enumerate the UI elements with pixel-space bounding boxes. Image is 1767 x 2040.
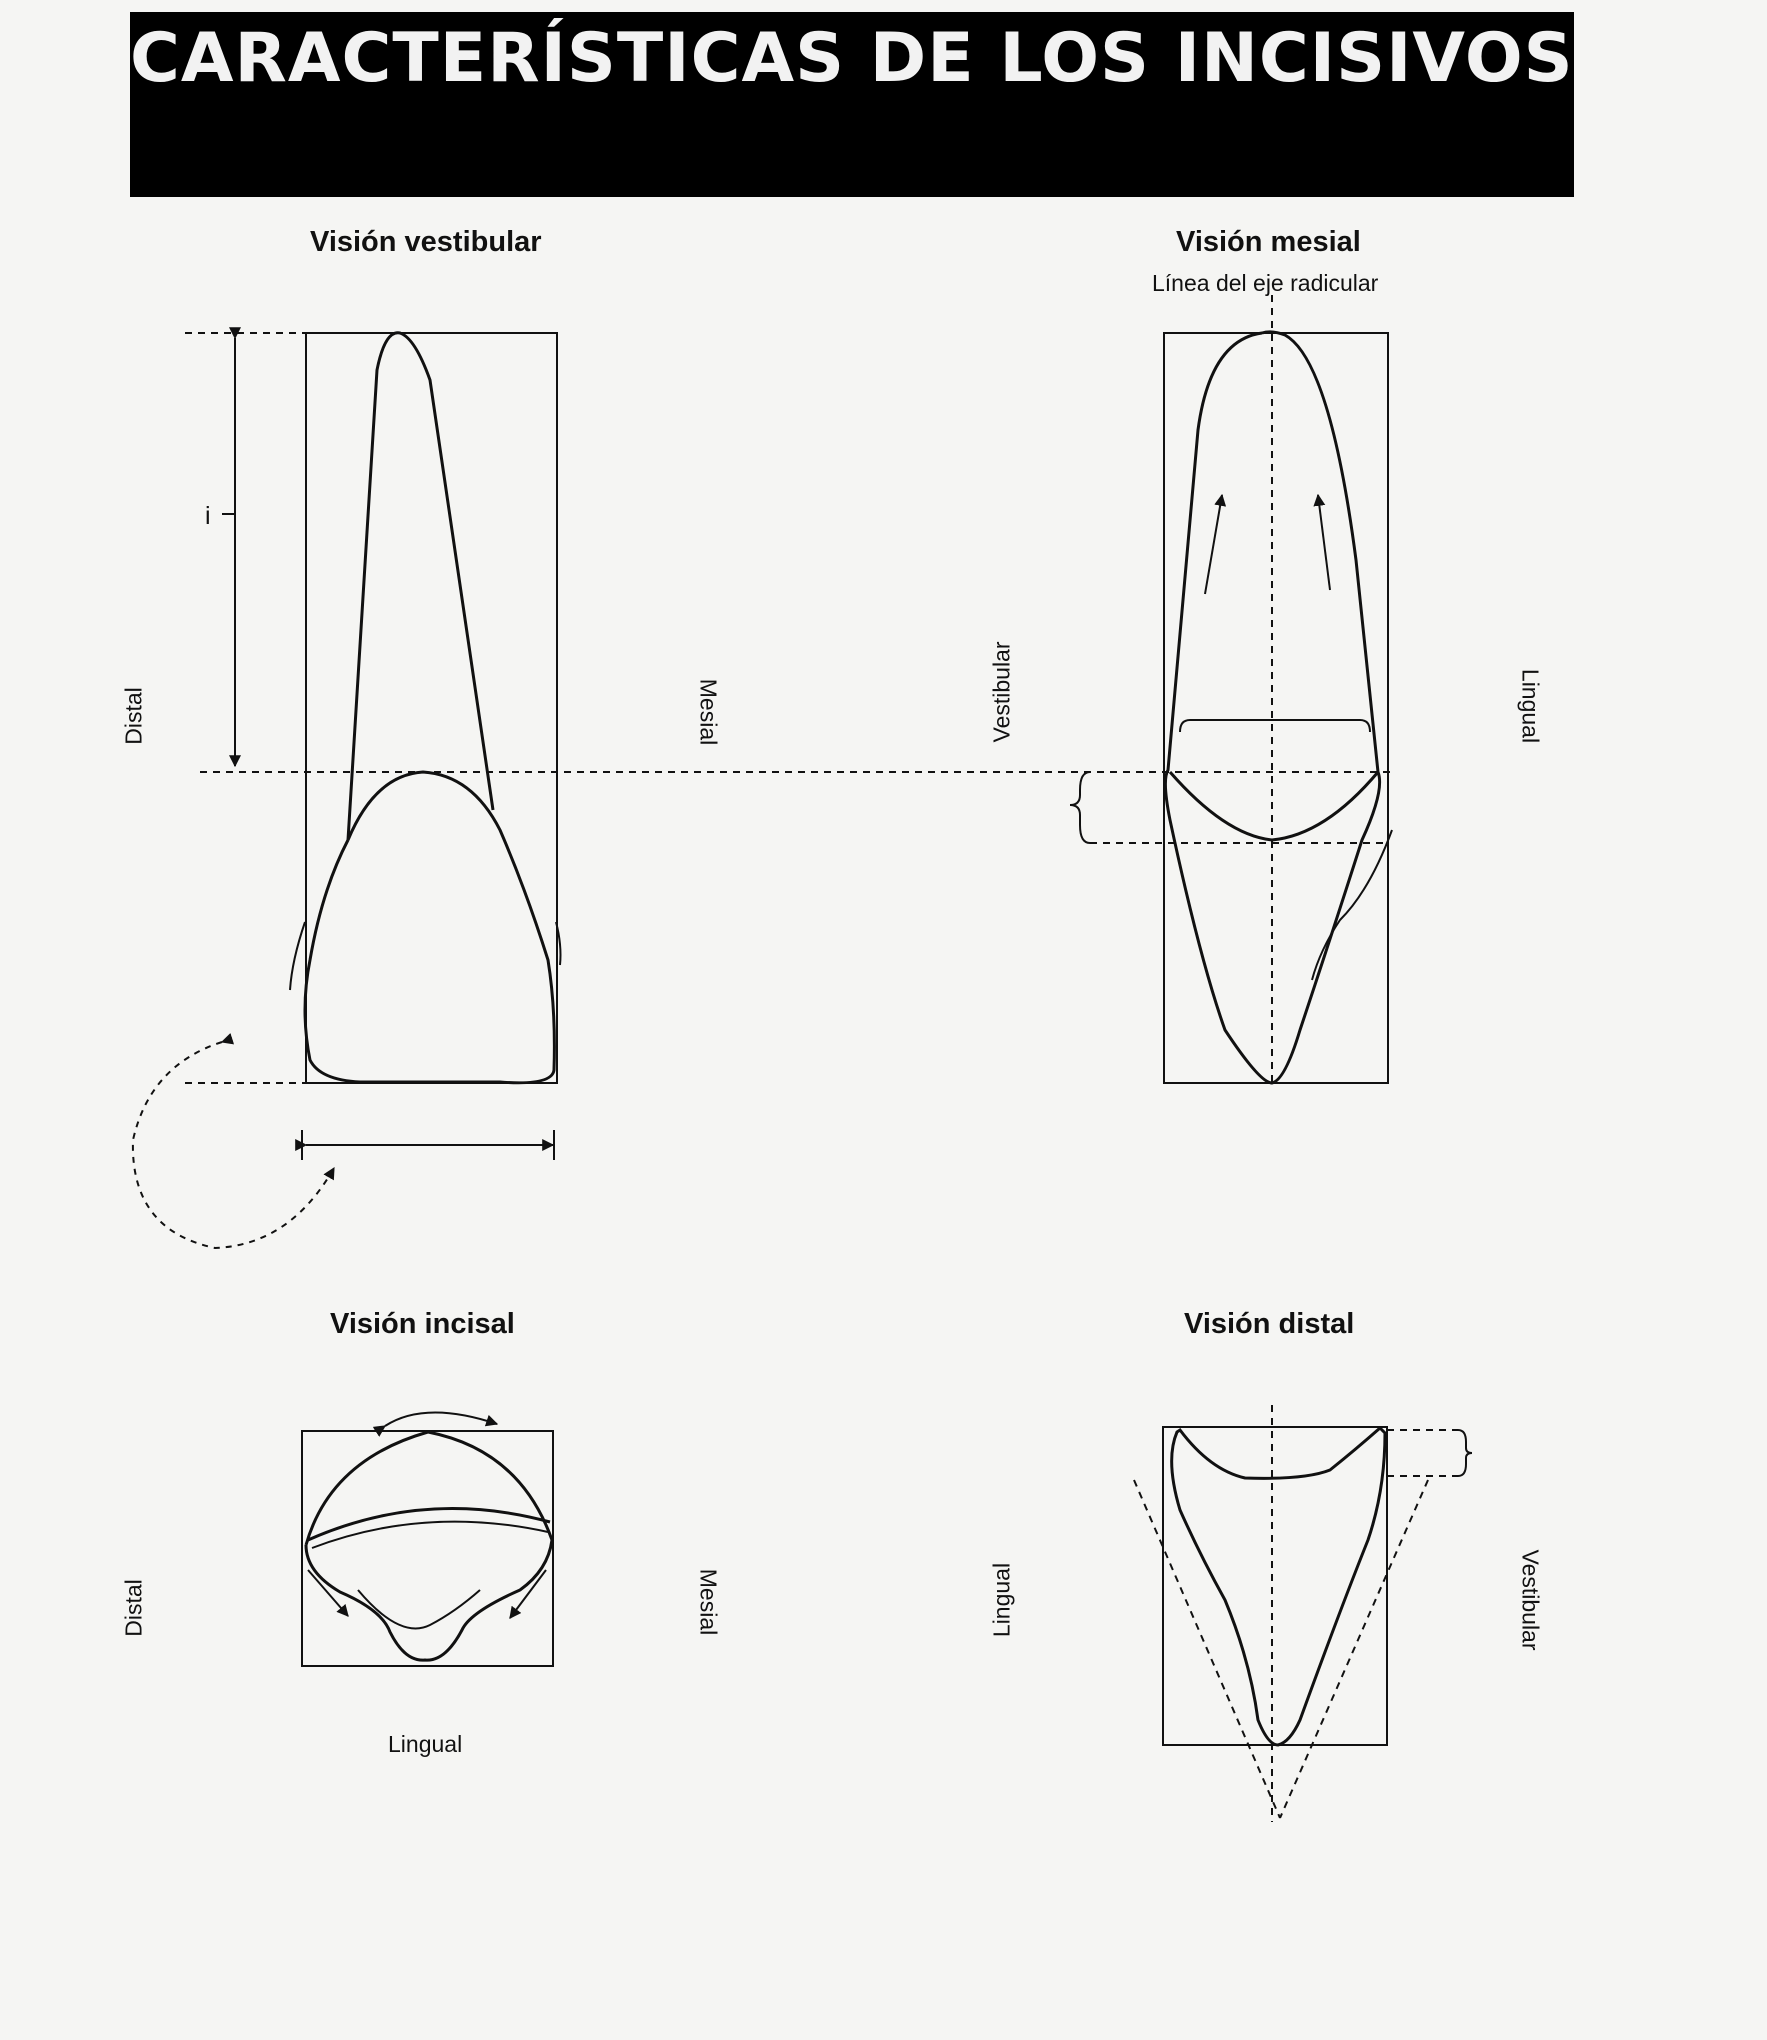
label-vestibular-distal: Distal — [120, 687, 147, 745]
incisal-view — [302, 1412, 553, 1666]
mesial-view — [1070, 295, 1392, 1083]
label-vestibular-marker: i — [205, 502, 211, 530]
label-mesial-lingual: Lingual — [1517, 668, 1544, 744]
distal-view — [1134, 1405, 1472, 1822]
heading-distal: Visión distal — [1184, 1308, 1355, 1340]
label-incisal-mesial: Mesial — [695, 1568, 722, 1636]
heading-vestibular: Visión vestibular — [310, 226, 542, 258]
heading-mesial: Visión mesial — [1176, 226, 1361, 258]
label-incisal-distal: Distal — [120, 1579, 147, 1637]
heading-incisal: Visión incisal — [330, 1308, 515, 1340]
label-distal-lingual: Lingual — [988, 1562, 1015, 1638]
label-axis-line: Línea del eje radicular — [1152, 270, 1379, 296]
label-vestibular-mesial: Mesial — [695, 678, 722, 746]
label-distal-vestibular: Vestibular — [1517, 1549, 1544, 1651]
label-incisal-lingual: Lingual — [388, 1731, 463, 1757]
label-mesial-vestibular: Vestibular — [988, 641, 1015, 743]
page-title: CARACTERÍSTICAS DE LOS INCISIVOS — [130, 19, 1574, 98]
vestibular-view — [133, 333, 1390, 1248]
